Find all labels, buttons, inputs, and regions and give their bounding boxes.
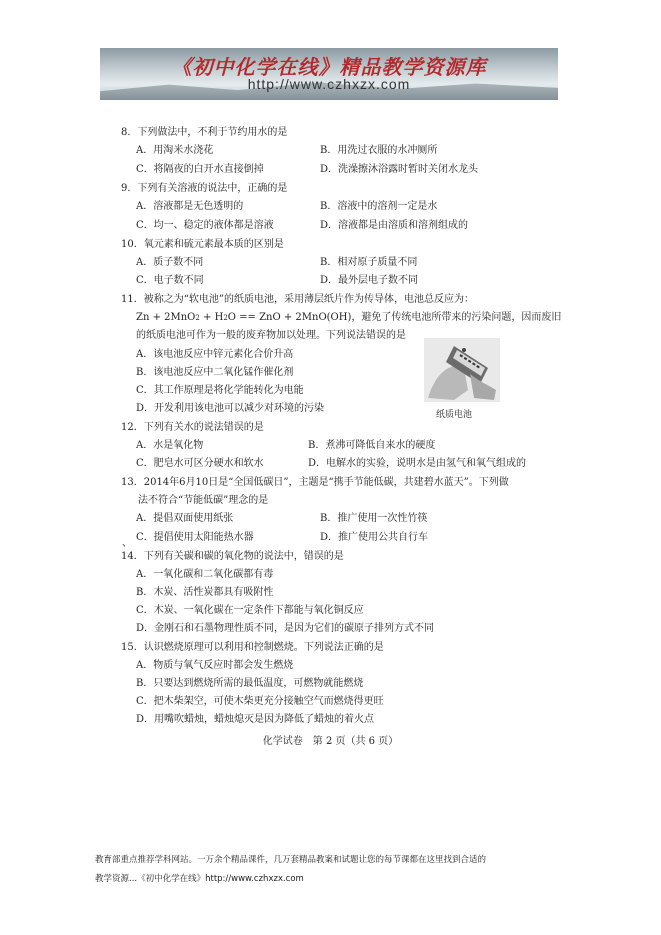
- q15-stem: 15．认识燃烧原理可以利用和控制燃烧。下列说法正确的是: [121, 642, 384, 653]
- q13-option-a: A．提倡双面使用纸张: [136, 513, 234, 524]
- q11-option-a: A．该电池反应中锌元素化合价升高: [136, 349, 294, 360]
- page-number: 化学试卷 第 2 页（共 6 页）: [262, 736, 399, 747]
- battery-caption: 纸质电池: [436, 410, 473, 420]
- q11-option-d: D．开发利用该电池可以减少对环境的污染: [136, 403, 325, 414]
- q8-option-b: B．用洗过衣服的水冲厕所: [320, 145, 438, 156]
- q15-option-b: B．只要达到燃烧所需的最低温度，可燃物就能燃烧: [136, 678, 364, 689]
- q10-option-a: A．质子数不同: [136, 257, 204, 268]
- q14-stem: 14．下列有关碳和碳的氧化物的说法中，错误的是: [121, 551, 344, 562]
- q8-option-a: A．用淘米水浇花: [136, 145, 214, 156]
- q11-equation: Zn + 2MnO2 + H2O == ZnO + 2MnO(OH)，避免了传统电池所带来的污染问题，因而废旧: [136, 312, 562, 323]
- q15-option-a: A．物质与氧气反应时都会发生燃烧: [136, 660, 294, 671]
- q8-option-d: D．洗澡擦沐浴露时暂时关闭水龙头: [320, 164, 479, 175]
- q9-option-c: C．均一、稳定的液体都是溶液: [136, 220, 274, 231]
- q13-option-d: D．推广使用公共自行车: [320, 532, 429, 543]
- bottom-note-line1: 教育部重点推荐学科网站。一万余个精品课件，几万套精品教案和试题让您的每节课都在这里找到合适的: [95, 855, 487, 865]
- q10-option-c: C．电子数不同: [136, 275, 204, 286]
- q10-option-b: B．相对原子质量不同: [320, 257, 418, 268]
- q13-option-c: C．提倡使用太阳能热水器: [136, 532, 254, 543]
- q11-option-b: B．该电池反应中二氧化锰作催化剂: [136, 367, 294, 378]
- q9-option-d: D．溶液都是由溶质和溶剂组成的: [320, 220, 469, 231]
- q8-stem: 8．下列做法中，不利于节约用水的是: [121, 127, 288, 138]
- scan-speck: 、: [122, 538, 132, 549]
- q15-option-c: C．把木柴架空，可使木柴更充分接触空气而燃烧得更旺: [136, 696, 384, 707]
- banner-url[interactable]: http://www.czhxzx.com: [247, 76, 411, 92]
- q14-option-b: B．木炭、活性炭都具有吸附性: [136, 587, 274, 598]
- bottom-note-line2: 教学资源...《初中化学在线》http://www.czhxzx.com: [95, 874, 304, 884]
- bottom-note-url[interactable]: http://www.czhxzx.com: [205, 874, 304, 884]
- q12-option-d: D．电解水的实验，说明水是由氢气和氧气组成的: [308, 458, 527, 469]
- q11-stem: 11．被称之为“软电池”的纸质电池，采用薄层纸片作为传导体，电池总反应为：: [121, 294, 474, 305]
- paper-battery-image: [424, 338, 500, 402]
- banner-title: 《初中化学在线》精品教学资源库: [171, 55, 487, 79]
- q9-option-a: A．溶液都是无色透明的: [136, 201, 244, 212]
- q13-stem: 13．2014年6月10日是“全国低碳日”，主题是“携手节能低碳，共建碧水蓝天”。下列做: [121, 477, 509, 488]
- q13-stem-cont: 法不符合“节能低碳”理念的是: [138, 495, 269, 506]
- q11-stem-cont: 的纸质电池可作为一般的废弃物加以处理。下列说法错误的是: [136, 330, 406, 341]
- q14-option-a: A．一氧化碳和二氧化碳都有毒: [136, 569, 274, 580]
- q9-stem: 9．下列有关溶液的说法中，正确的是: [121, 183, 288, 194]
- q8-option-c: C．将隔夜的白开水直接倒掉: [136, 164, 264, 175]
- q12-option-b: B．煮沸可降低自来水的硬度: [308, 440, 436, 451]
- q14-option-c: C．木炭、一氧化碳在一定条件下都能与氧化铜反应: [136, 605, 364, 616]
- q15-option-d: D．用嘴吹蜡烛，蜡烛熄灭是因为降低了蜡烛的着火点: [136, 714, 375, 725]
- q12-stem: 12．下列有关水的说法错误的是: [121, 422, 264, 433]
- q13-option-b: B．推广使用一次性竹筷: [320, 513, 428, 524]
- q12-option-c: C．肥皂水可区分硬水和软水: [136, 458, 264, 469]
- q10-stem: 10．氧元素和硫元素最本质的区别是: [121, 239, 284, 250]
- q14-option-d: D．金刚石和石墨物理性质不同，是因为它们的碳原子排列方式不同: [136, 623, 435, 634]
- q10-option-d: D．最外层电子数不同: [320, 275, 419, 286]
- q9-option-b: B．溶液中的溶剂一定是水: [320, 201, 438, 212]
- q11-option-c: C．其工作原理是将化学能转化为电能: [136, 385, 304, 396]
- header-banner: [100, 48, 558, 100]
- q12-option-a: A．水是氧化物: [136, 440, 204, 451]
